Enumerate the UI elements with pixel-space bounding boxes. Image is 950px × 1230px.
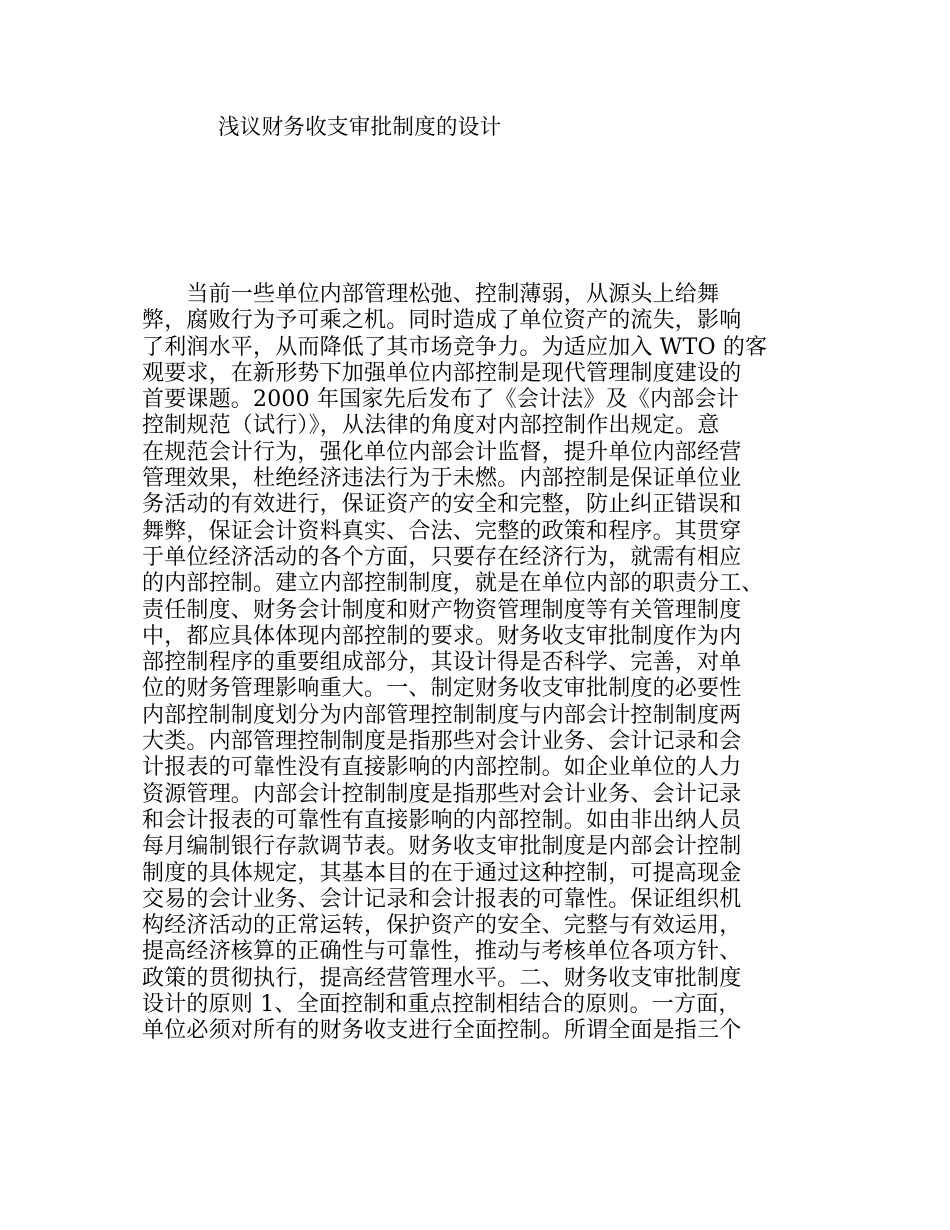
- body-text-line: 部控制程序的重要组成部分，其设计得是否科学、完善，对单: [142, 650, 742, 676]
- body-text-line: 首要课题。2000 年国家先后发布了《会计法》及《内部会计: [142, 387, 739, 413]
- body-text-line: 位的财务管理影响重大。一、制定财务收支审批制度的必要性: [142, 676, 742, 702]
- body-text-line: 和会计报表的可靠性有直接影响的内部控制。如由非出纳人员: [142, 807, 742, 833]
- body-text-line: 于单位经济活动的各个方面，只要存在经济行为，就需有相应: [142, 544, 742, 570]
- body-text-line: 交易的会计业务、会计记录和会计报表的可靠性。保证组织机: [142, 886, 742, 912]
- body-text-line: 的内部控制。建立内部控制制度，就是在单位内部的职责分工、: [142, 571, 764, 597]
- body-text-line: 控制规范（试行）》，从法律的角度对内部控制作出规定。意: [142, 413, 720, 439]
- body-text-line: 提高经济核算的正确性与可靠性，推动与考核单位各项方针、: [142, 939, 742, 965]
- body-text-line: 管理效果，杜绝经济违法行为于未燃。内部控制是保证单位业: [142, 466, 742, 492]
- body-text-line: 了利润水平，从而降低了其市场竞争力。为适应加入 WTO 的客: [142, 334, 768, 360]
- body-text-line: 制度的具体规定，其基本目的在于通过这种控制，可提高现金: [142, 860, 742, 886]
- body-text-line: 责任制度、财务会计制度和财产物资管理制度等有关管理制度: [142, 597, 742, 623]
- body-text-line: 大类。内部管理控制制度是指那些对会计业务、会计记录和会: [142, 729, 742, 755]
- body-text-line: 中，都应具体体现内部控制的要求。财务收支审批制度作为内: [142, 623, 742, 649]
- body-text-line: 政策的贯彻执行，提高经营管理水平。二、财务收支审批制度: [142, 965, 742, 991]
- document-title: 浅议财务收支审批制度的设计: [218, 115, 502, 140]
- body-text-line: 观要求，在新形势下加强单位内部控制是现代管理制度建设的: [142, 360, 742, 386]
- body-text-line: 务活动的有效进行，保证资产的安全和完整，防止纠正错误和: [142, 492, 742, 518]
- body-text-line: 资源管理。内部会计控制制度是指那些对会计业务、会计记录: [142, 781, 742, 807]
- body-text-line: 单位必须对所有的财务收支进行全面控制。所谓全面是指三个: [142, 1018, 742, 1044]
- body-text-line: 内部控制制度划分为内部管理控制制度与内部会计控制制度两: [142, 702, 742, 728]
- body-text-line: 每月编制银行存款调节表。财务收支审批制度是内部会计控制: [142, 834, 742, 860]
- body-text-line: 计报表的可靠性没有直接影响的内部控制。如企业单位的人力: [142, 755, 742, 781]
- document-body: [142, 282, 842, 1045]
- body-text-line: 当前一些单位内部管理松弛、控制薄弱，从源头上给舞: [142, 282, 720, 307]
- body-text-line: 设计的原则 1、全面控制和重点控制相结合的原则。一方面，: [142, 992, 741, 1018]
- body-text-line: 舞弊，保证会计资料真实、合法、完整的政策和程序。其贯穿: [142, 518, 742, 544]
- body-text-line: 在规范会计行为，强化单位内部会计监督，提升单位内部经营: [142, 439, 742, 465]
- body-text-line: 构经济活动的正常运转，保护资产的安全、完整与有效运用，: [142, 913, 742, 939]
- body-text-line: 弊，腐败行为予可乘之机。同时造成了单位资产的流失，影响: [142, 308, 742, 334]
